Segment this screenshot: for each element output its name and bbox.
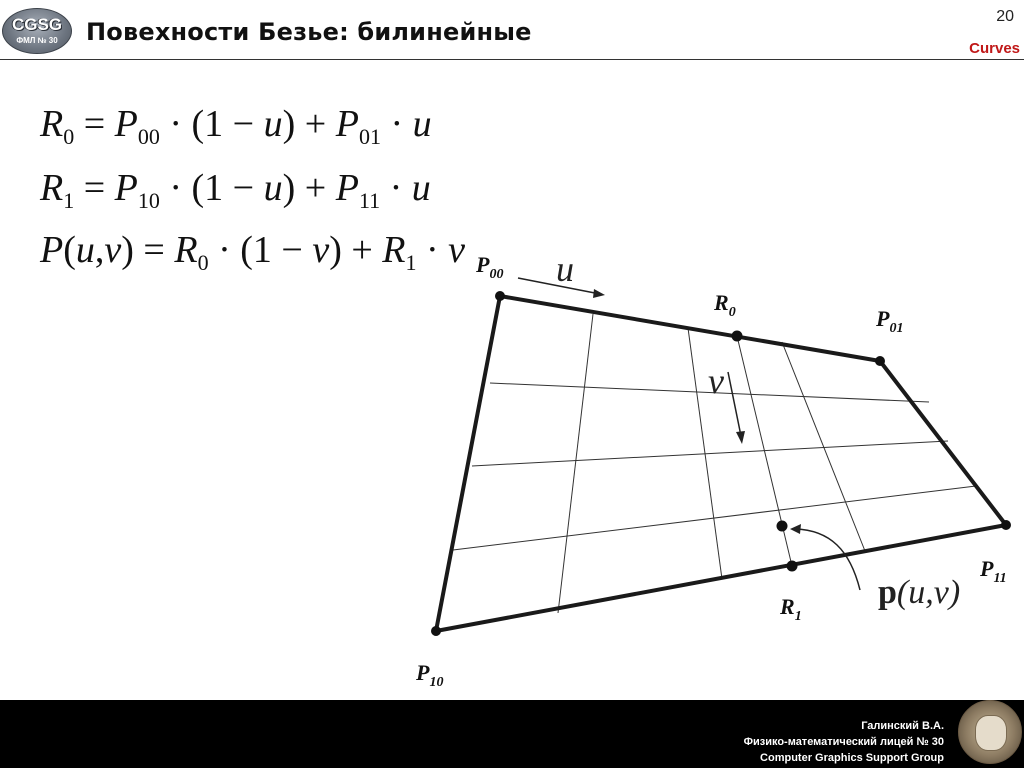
slide-title: Повехности Безье: билинейные [86, 18, 532, 46]
patch-grid [453, 314, 976, 613]
grid-line-v2 [472, 441, 948, 466]
r0-r1-line [737, 336, 792, 566]
formula-r0: $R_0 = P_{00} \cdot (1 - u) + P_{01} \cdot u$ [40, 103, 432, 149]
header-divider [0, 59, 1024, 60]
formula-r1: $R_1 = P_{10} \cdot (1 - u) + P_{11} \cdot u$ [40, 167, 431, 213]
label-p10-base: P [416, 660, 430, 685]
page-number: 20 [996, 8, 1014, 25]
label-p00 [476, 252, 504, 282]
label-puv [878, 574, 960, 612]
label-r1-sub: 1 [794, 609, 802, 624]
school-seal-emblem [958, 700, 1022, 764]
logo-subtext: ФМЛ № 30 [16, 36, 58, 45]
slide-footer [0, 700, 1024, 768]
section-tag: Curves [969, 40, 1020, 57]
label-p10 [416, 660, 444, 690]
point-p00 [495, 291, 505, 301]
label-r1 [780, 594, 802, 624]
label-r0-sub: 0 [728, 305, 736, 320]
label-puv-bold: p [878, 574, 897, 611]
formula-puv: $P(u,v) = R_0 \cdot (1 - v) + R_1 \cdot v$ [40, 229, 466, 275]
label-r0 [714, 290, 736, 320]
point-p01 [875, 356, 885, 366]
footer-school: Физико-математический лицей № 30 [743, 736, 944, 748]
point-p10 [431, 626, 441, 636]
label-p11-base: P [980, 556, 994, 581]
logo-text: CGSG [11, 15, 63, 34]
label-v-param: v [708, 361, 724, 401]
footer-author: Галинский В.А. [861, 720, 944, 732]
label-p01-sub: 01 [889, 321, 904, 336]
label-puv-args: (u,v) [896, 574, 961, 611]
label-p00-base: P [476, 252, 490, 277]
label-p11 [980, 556, 1007, 586]
grid-line-u1 [558, 314, 593, 613]
bilinear-patch-diagram [410, 250, 1024, 690]
point-p11 [1001, 520, 1011, 530]
cgsg-logo [2, 8, 72, 54]
grid-line-v3 [453, 486, 976, 550]
v-direction-arrow [728, 372, 745, 444]
seal-center-emblem [975, 715, 1007, 751]
point-r1 [787, 561, 798, 572]
point-puv [777, 521, 788, 532]
point-r0 [732, 331, 743, 342]
footer-credits [744, 718, 944, 766]
label-r1-base: R [780, 594, 795, 619]
label-p11-sub: 11 [993, 571, 1007, 586]
label-p01 [876, 306, 904, 336]
slide-header [0, 0, 1024, 60]
label-p00-sub: 00 [489, 267, 504, 282]
patch-svg [410, 250, 1024, 690]
label-p01-base: P [876, 306, 890, 331]
footer-group: Computer Graphics Support Group [760, 752, 944, 764]
label-u-param: u [556, 249, 574, 289]
label-r0-base: R [714, 290, 729, 315]
label-p10-sub: 10 [429, 675, 444, 690]
